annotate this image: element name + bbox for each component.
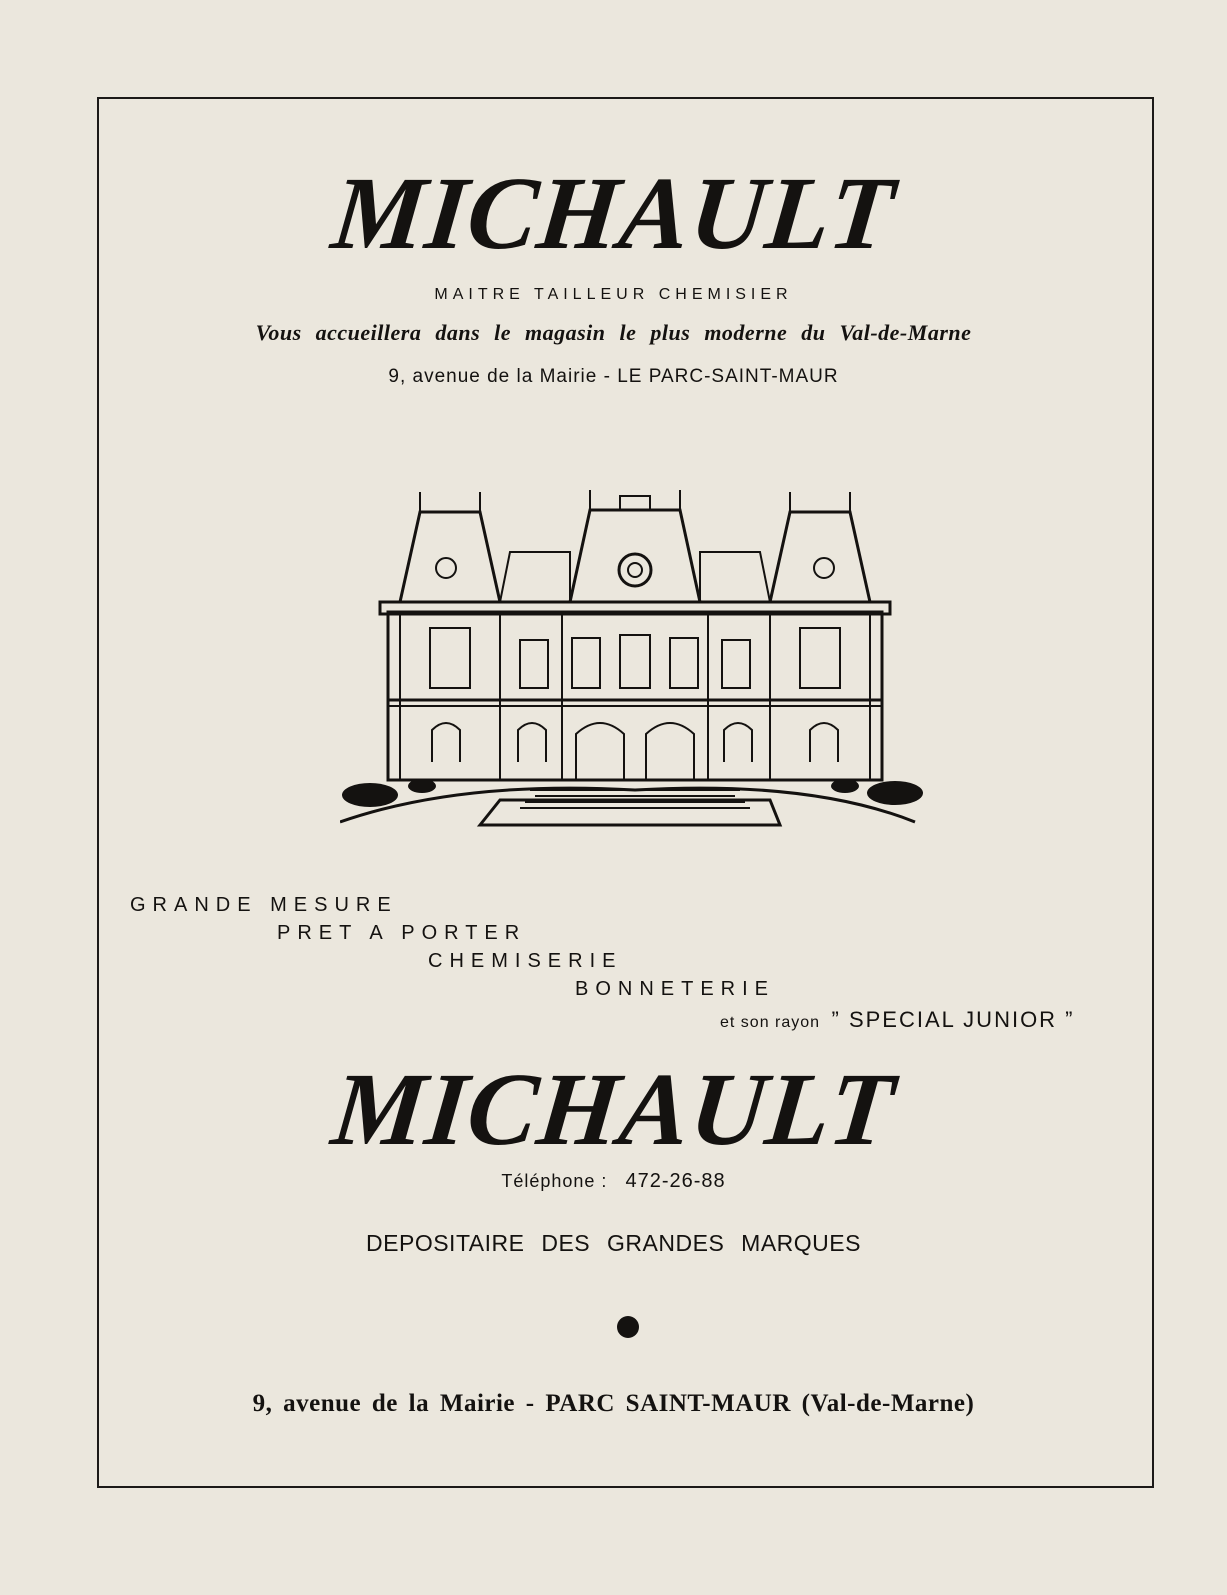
depositary-line: DEPOSITAIRE DES GRANDES MARQUES bbox=[366, 1230, 861, 1256]
brand-title-bottom: MICHAULT bbox=[327, 1052, 901, 1167]
welcome-line: Vous accueillera dans le magasin le plus moderne du Val-de-Marne bbox=[255, 320, 972, 345]
service-bonneterie: BONNETERIE bbox=[575, 978, 776, 1000]
junior-department bbox=[720, 1007, 1075, 1033]
service-chemiserie: CHEMISERIE bbox=[428, 950, 623, 972]
phone-line bbox=[0, 1170, 1227, 1193]
trade-subtitle: MAITRE TAILLEUR CHEMISIER bbox=[434, 286, 793, 303]
junior-prefix: et son rayon bbox=[720, 1014, 821, 1031]
phone-number: 472-26-88 bbox=[625, 1170, 726, 1192]
phone-label: Téléphone : bbox=[501, 1171, 608, 1191]
shop-address-bottom: 9, avenue de la Mairie - PARC SAINT-MAUR (Val-de-Marne) bbox=[252, 1390, 975, 1417]
service-pret-a-porter: PRET A PORTER bbox=[277, 922, 527, 944]
brand-title-top: MICHAULT bbox=[327, 156, 901, 271]
junior-name: ” SPECIAL JUNIOR ” bbox=[831, 1007, 1075, 1032]
building-illustration bbox=[340, 490, 930, 845]
shop-address-top: 9, avenue de la Mairie - LE PARC-SAINT-MAUR bbox=[388, 366, 839, 387]
service-grande-mesure: GRANDE MESURE bbox=[130, 894, 398, 916]
bullet-dot bbox=[617, 1316, 639, 1338]
